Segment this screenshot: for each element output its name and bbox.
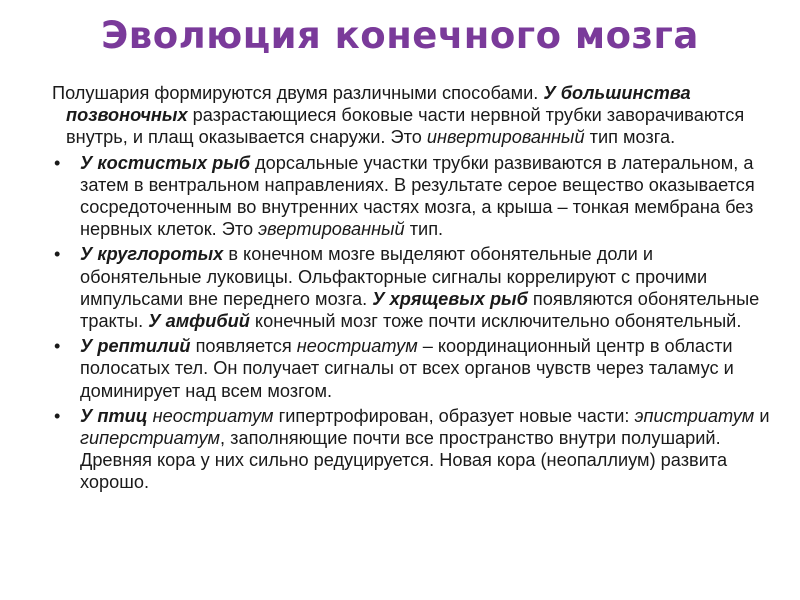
bullet-item-cyclostomes — [52, 243, 772, 332]
bullet-list — [52, 152, 772, 494]
bullet-1-text-2: тип. — [404, 219, 444, 240]
bullet-marker: • — [54, 244, 61, 265]
bullet-marker: • — [54, 336, 61, 357]
bullet-4-term-hyperstriatum: гиперстриатум — [80, 428, 221, 449]
bullet-3-text-2: – координационный центр в области полосатых тел. Он получает сигналы от всех органов чувств через таламус и доминирует над всем мозгом. — [80, 336, 734, 401]
intro-emphasis-vertebrates: У большинства позвоночных — [66, 83, 691, 126]
bullet-1-text-1: дорсальные участки трубки развиваются в латеральном, а затем в вентральном направлениях. В результате серое вещество оказывается сосредоточенным во внутренних частях мозга, а крыша – тонкая мембрана без нервных клеток. Это — [80, 152, 755, 240]
bullet-2-emphasis-cartilaginous: У хрящевых рыб — [372, 288, 528, 309]
bullet-2-emphasis-amphibians: У амфибий — [148, 311, 250, 332]
bullet-2-lead: У круглоротых — [80, 244, 224, 265]
bullet-item-reptiles — [52, 335, 772, 402]
bullet-3-text-1: появляется — [190, 336, 297, 357]
bullet-item-bony-fish — [52, 152, 772, 241]
bullet-4-term-neostriatum: неостриатум — [152, 405, 274, 426]
intro-text-1: Полушария формируются двумя различными способами. — [52, 83, 544, 103]
intro-paragraph — [52, 82, 772, 149]
intro-text-3: тип мозга. — [584, 127, 676, 148]
bullet-3-term-neostriatum: неостриатум — [296, 336, 418, 357]
bullet-4-text-3: и — [754, 405, 770, 426]
bullet-4-text-4: , заполняющие почти все пространство внутри полушарий. Древняя кора у них сильно редуцируется. Новая кора (неопаллиум) развита хорошо. — [80, 428, 728, 493]
intro-text-2: разрастающиеся боковые части нервной трубки заворачиваются внутрь, и плащ оказывается снаружи. Это — [66, 105, 745, 148]
bullet-3-lead: У рептилий — [80, 336, 191, 357]
bullet-2-text-3: конечный мозг тоже почти исключительно обонятельный. — [249, 311, 742, 332]
bullet-1-lead: У костистых рыб — [80, 152, 250, 173]
bullet-4-text-2: гипертрофирован, образует новые части: — [273, 405, 635, 426]
bullet-2-text-2: появляются обонятельные тракты. — [80, 288, 760, 332]
bullet-1-term-everted: эвертированный — [258, 219, 405, 240]
intro-term-inverted: инвертированный — [426, 127, 585, 148]
bullet-item-birds — [52, 405, 772, 494]
slide-title: Эволюция конечного мозга — [101, 14, 699, 57]
bullet-marker: • — [54, 405, 61, 426]
bullet-4-term-epistriatum: эпистриатум — [634, 405, 755, 426]
slide-body — [52, 82, 772, 497]
bullet-marker: • — [54, 152, 61, 173]
bullet-4-lead: У птиц — [80, 405, 148, 426]
bullet-2-text-1: в конечном мозге выделяют обонятельные доли и обонятельные луковицы. Ольфакторные сигналы коррелируют с прочими импульсами вне переднего мозга. — [80, 244, 708, 309]
